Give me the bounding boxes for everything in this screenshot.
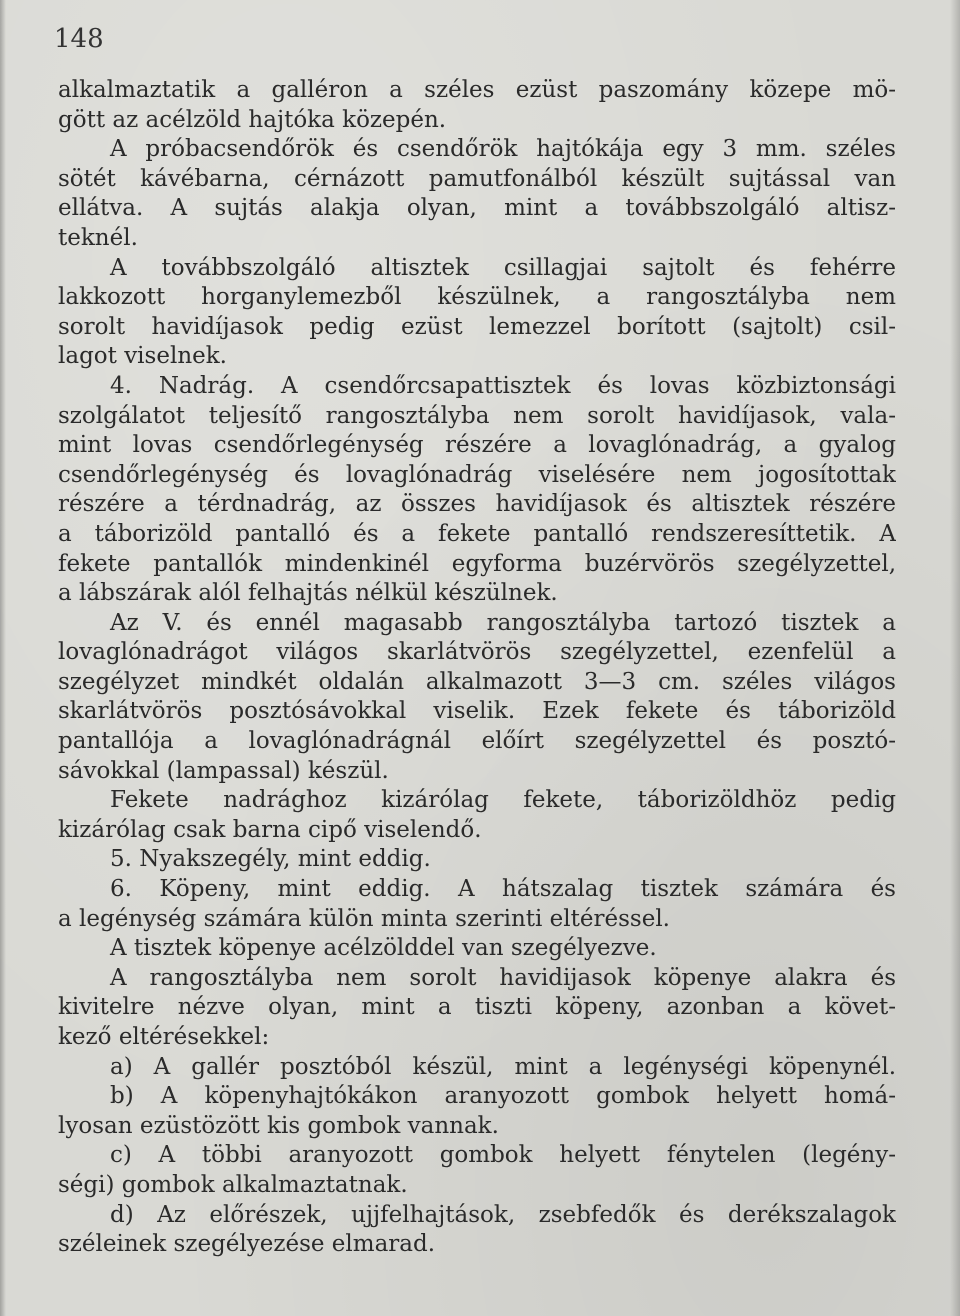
text-line: a legénység számára külön minta szerinti eltéréssel.	[58, 905, 670, 932]
text-line: lyosan ezüstözött kis gombok vannak.	[58, 1112, 499, 1139]
text-line: kizárólag csak barna cipő viselendő.	[58, 816, 482, 843]
text-line: lagot viselnek.	[58, 343, 227, 370]
text-line: széleinek szegélyezése elmarad.	[58, 1231, 436, 1258]
body-text	[58, 76, 896, 1260]
text-line: szolgálatot teljesítő rangosztályba nem sorolt havidíjasok, vala-	[58, 402, 896, 429]
text-line: Fekete nadrághoz kizárólag fekete, táborizöldhöz pedig	[110, 787, 896, 814]
text-line: sorolt havidíjasok pedig ezüst lemezzel borított (sajtolt) csil-	[58, 313, 896, 340]
text-line: sötét kávébarna, cérnázott pamutfonálból készült sujtással van	[58, 165, 896, 192]
text-line: mint lovas csendőrlegénység részére a lovaglónadrág, a gyalog	[58, 432, 896, 459]
text-line: pantallója a lovaglónadrágnál előírt szegélyzettel és posztó-	[58, 728, 896, 755]
text-line: ellátva. A sujtás alakja olyan, mint a továbbszolgáló altisz-	[58, 195, 896, 222]
text-line: lovaglónadrágot világos skarlátvörös szegélyzettel, ezenfelül a	[58, 639, 896, 666]
text-line: b) A köpenyhajtókákon aranyozott gombok helyett homá-	[110, 1083, 896, 1110]
text-line: A tisztek köpenye acélzölddel van szegélyezve.	[110, 935, 657, 962]
text-line: 4. Nadrág. A csendőrcsapattisztek és lovas közbiztonsági	[110, 372, 896, 399]
text-line: 5. Nyakszegély, mint eddig.	[110, 846, 431, 873]
text-line: ségi) gombok alkalmaztatnak.	[58, 1171, 408, 1198]
text-line: Az V. és ennél magasabb rangosztályba tartozó tisztek a	[110, 609, 896, 636]
text-line: fekete pantallók mindenkinél egyforma buzérvörös szegélyzettel,	[58, 550, 896, 577]
text-line: részére a térdnadrág, az összes havidíjasok és altisztek részére	[58, 491, 896, 518]
page-number: 148	[54, 24, 104, 54]
text-line: c) A többi aranyozott gombok helyett fénytelen (legény-	[110, 1142, 896, 1169]
text-line: gött az acélzöld hajtóka közepén.	[58, 106, 447, 133]
text-line: lakkozott horganylemezből készülnek, a rangosztályba nem	[58, 284, 896, 311]
text-line: a táborizöld pantalló és a fekete pantalló rendszeresíttetik. A	[58, 520, 896, 547]
text-line: kivitelre nézve olyan, mint a tiszti köpeny, azonban a követ-	[58, 994, 896, 1021]
text-line: d) Az előrészek, ujjfelhajtások, zsebfedők és derékszalagok	[110, 1201, 896, 1228]
text-line: 6. Köpeny, mint eddig. A hátszalag tisztek számára és	[110, 876, 896, 903]
text-line: csendőrlegénység és lovaglónadrág viselésére nem jogosítottak	[58, 461, 896, 488]
page-edge-shadow-left	[0, 0, 6, 1316]
text-line: szegélyzet mindkét oldalán alkalmazott 3—3 cm. széles világos	[58, 668, 896, 695]
text-line: a) A gallér posztóból készül, mint a legénységi köpenynél.	[110, 1053, 896, 1080]
page-edge-shadow-right	[950, 0, 960, 1316]
text-line: teknél.	[58, 224, 138, 251]
text-line: kező eltérésekkel:	[58, 1024, 270, 1050]
text-line: a lábszárak alól felhajtás nélkül készülnek.	[58, 580, 558, 607]
text-line: alkalmaztatik a galléron a széles ezüst paszomány közepe mö-	[58, 77, 896, 103]
text-line: sávokkal (lampassal) készül.	[58, 757, 389, 784]
text-line: A próbacsendőrök és csendőrök hajtókája egy 3 mm. széles	[110, 136, 896, 163]
text-line: A rangosztályba nem sorolt havidijasok köpenye alakra és	[110, 964, 896, 991]
text-line: A továbbszolgáló altisztek csillagjai sajtolt és fehérre	[110, 254, 896, 281]
text-line: skarlátvörös posztósávokkal viselik. Ezek fekete és táborizöld	[58, 698, 896, 725]
